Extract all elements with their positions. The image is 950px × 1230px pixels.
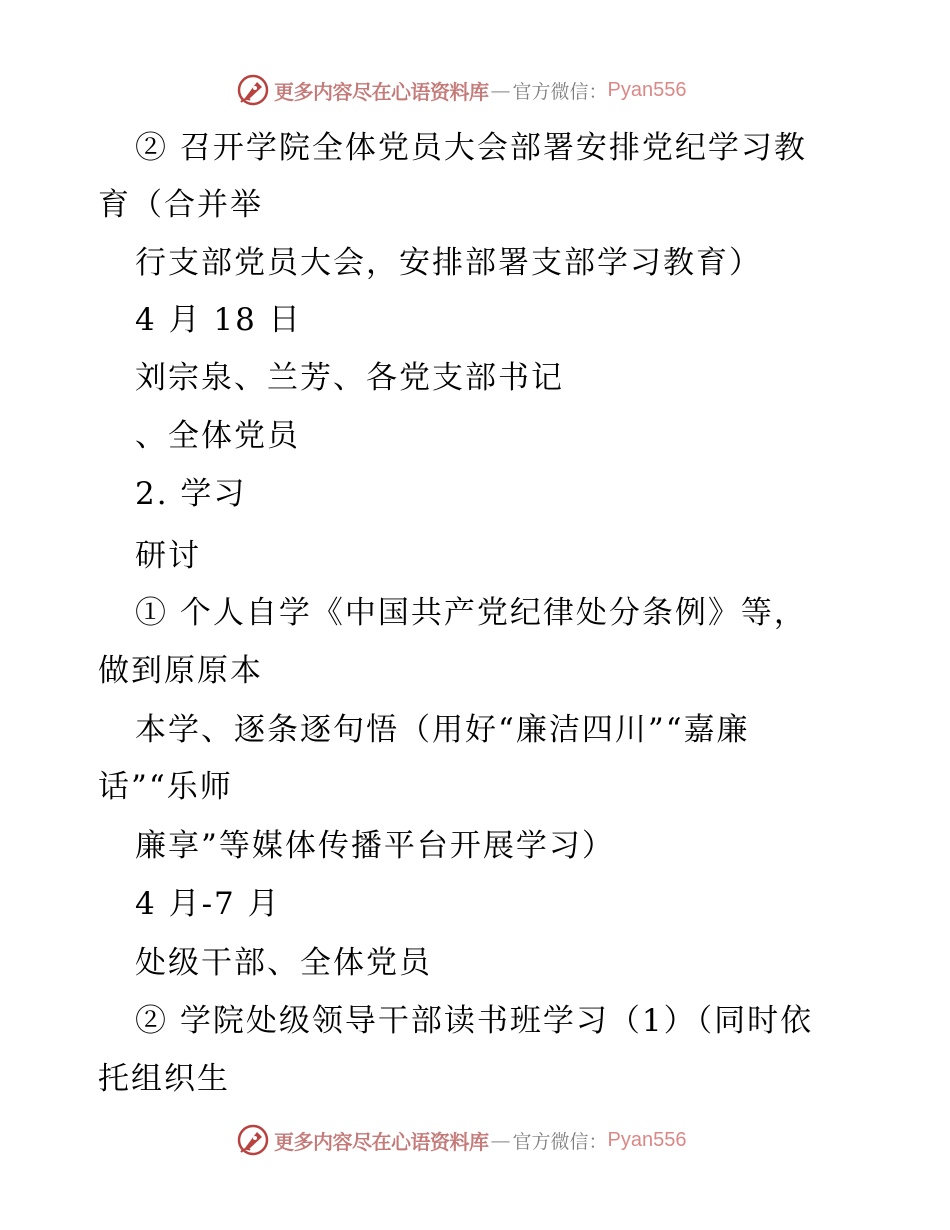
pen-nib-logo-icon — [236, 73, 270, 107]
text-line: 4 月-7 月 — [135, 886, 281, 922]
text-line: 本学、逐条逐句悟（用好“廉洁四川”“嘉廉 — [135, 712, 750, 748]
text-line: 4 月 18 日 — [135, 302, 302, 338]
watermark-dash: — — [490, 78, 511, 102]
watermark-footer — [236, 1122, 686, 1158]
watermark-header — [236, 72, 686, 108]
text-line: 刘宗泉、兰芳、各党支部书记 — [135, 360, 564, 396]
text-line: 托组织生 — [98, 1061, 230, 1097]
text-line: 育（合并举 — [98, 187, 263, 223]
watermark-dash: — — [490, 1128, 511, 1152]
watermark-id: Pyan556 — [607, 78, 687, 101]
text-line: 行支部党员大会，安排部署支部学习教育） — [135, 245, 762, 281]
text-line: 廉享”等媒体传播平台开展学习） — [135, 828, 615, 864]
watermark-id: Pyan556 — [607, 1128, 687, 1151]
text-line: 2. 学习 — [135, 476, 247, 512]
text-line: ② 召开学院全体党员大会部署安排党纪学习教 — [135, 130, 807, 166]
text-line: 做到原原本 — [98, 653, 263, 689]
watermark-text: 更多内容尽在心语资料库 — [274, 1129, 489, 1154]
text-line: ① 个人自学《中国共产党纪律处分条例》等， — [135, 595, 807, 631]
text-line: 、全体党员 — [135, 418, 300, 454]
watermark-label: 官方微信： — [512, 1130, 608, 1153]
watermark-text: 更多内容尽在心语资料库 — [274, 79, 489, 104]
watermark-label: 官方微信： — [512, 80, 608, 103]
pen-nib-logo-icon — [236, 1123, 270, 1157]
text-line: ② 学院处级领导干部读书班学习（1）（同时依 — [135, 1003, 814, 1039]
text-line: 处级干部、全体党员 — [135, 945, 432, 981]
text-line: 研讨 — [135, 538, 201, 574]
text-line: 话”“乐师 — [98, 769, 233, 805]
